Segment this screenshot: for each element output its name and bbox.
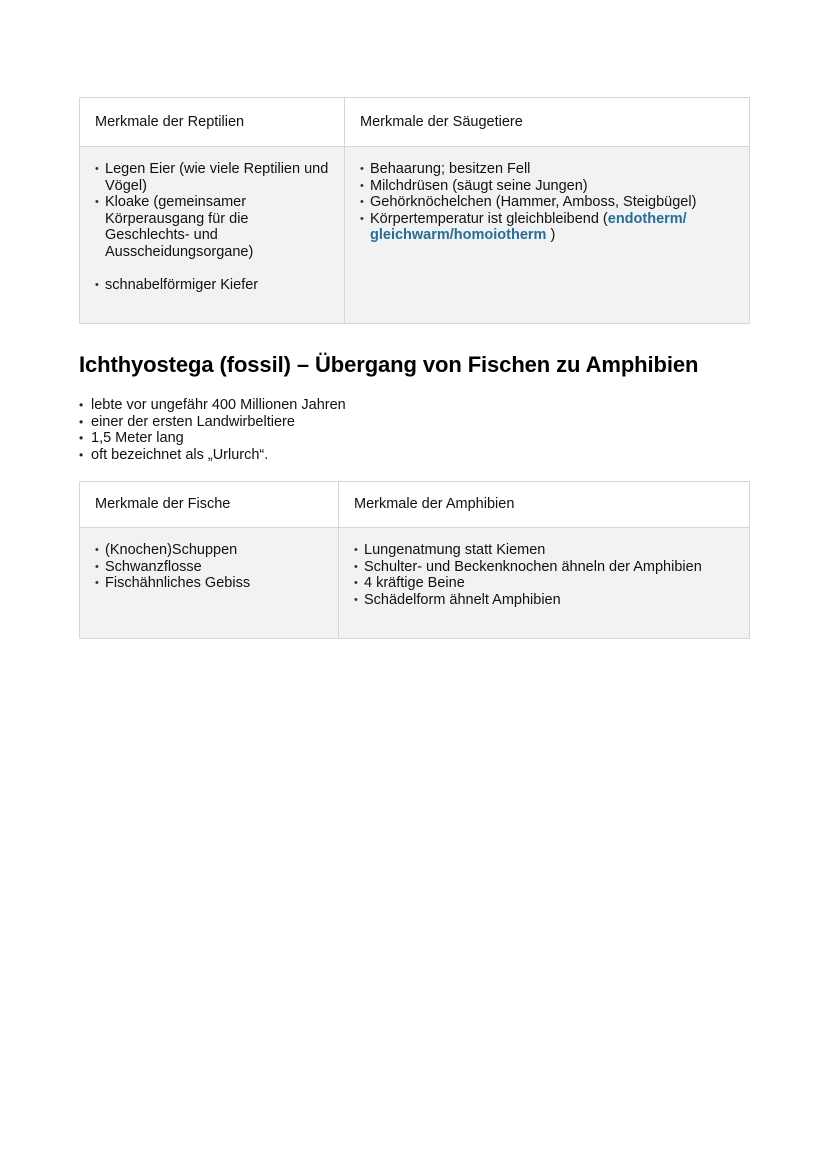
temperature-text: Körpertemperatur ist gleichbleibend ( [370, 210, 608, 227]
list-item: • einer der ersten Landwirbeltiere [79, 414, 346, 431]
list-item: • Lungenatmung statt Kiemen [354, 542, 734, 559]
list-item: • Schädelform ähnelt Amphibien [354, 592, 734, 609]
reptiles-list [80, 161, 344, 294]
mammals-list [345, 161, 749, 244]
amphibians-list [339, 542, 749, 608]
temperature-highlight: endotherm/ gleichwarm/homoiotherm [370, 210, 687, 243]
list-item [360, 211, 734, 244]
table-header-row [80, 98, 750, 147]
table-header-row [80, 482, 750, 528]
list-item: • Kloake (gemeinsamer Körperausgang für die Geschlechts- und Ausscheidungsorgane) [95, 194, 329, 260]
table-body-row [80, 147, 750, 324]
list-item: • Schulter- und Beckenknochen ähneln der Amphibien [354, 559, 734, 576]
list-item: • Fischähnliches Gebiss [95, 575, 323, 592]
ichthyostega-facts [79, 397, 346, 463]
amphibians-header: Merkmale der Amphibien [339, 482, 750, 528]
fish-list [80, 542, 338, 592]
mammals-header: Merkmale der Säugetiere [345, 98, 750, 147]
mammals-cell [345, 147, 750, 324]
fish-header: Merkmale der Fische [80, 482, 339, 528]
list-item: • oft bezeichnet als „Urlurch“. [79, 447, 346, 464]
fish-cell [80, 528, 339, 639]
list-item: • 1,5 Meter lang [79, 430, 346, 447]
section-title: Ichthyostega (fossil) – Übergang von Fischen zu Amphibien [79, 352, 699, 377]
amphibians-cell [339, 528, 750, 639]
list-item: • Milchdrüsen (säugt seine Jungen) [360, 178, 734, 195]
table-body-row [80, 528, 750, 639]
list-item: • schnabelförmiger Kiefer [95, 277, 329, 294]
reptiles-mammals-table [79, 97, 750, 324]
list-item: • Behaarung; besitzen Fell [360, 161, 734, 178]
list-item: • Legen Eier (wie viele Reptilien und Vögel) [95, 161, 329, 194]
temperature-text-end: ) [546, 227, 556, 243]
list-item: • (Knochen)Schuppen [95, 542, 323, 559]
list-item: • Schwanzflosse [95, 559, 323, 576]
reptiles-header: Merkmale der Reptilien [80, 98, 345, 147]
fish-amphibians-table [79, 481, 750, 639]
list-item: • 4 kräftige Beine [354, 575, 734, 592]
list-item: • lebte vor ungefähr 400 Millionen Jahren [79, 397, 346, 414]
list-item: • Gehörknöchelchen (Hammer, Amboss, Steigbügel) [360, 194, 734, 211]
reptiles-cell [80, 147, 345, 324]
